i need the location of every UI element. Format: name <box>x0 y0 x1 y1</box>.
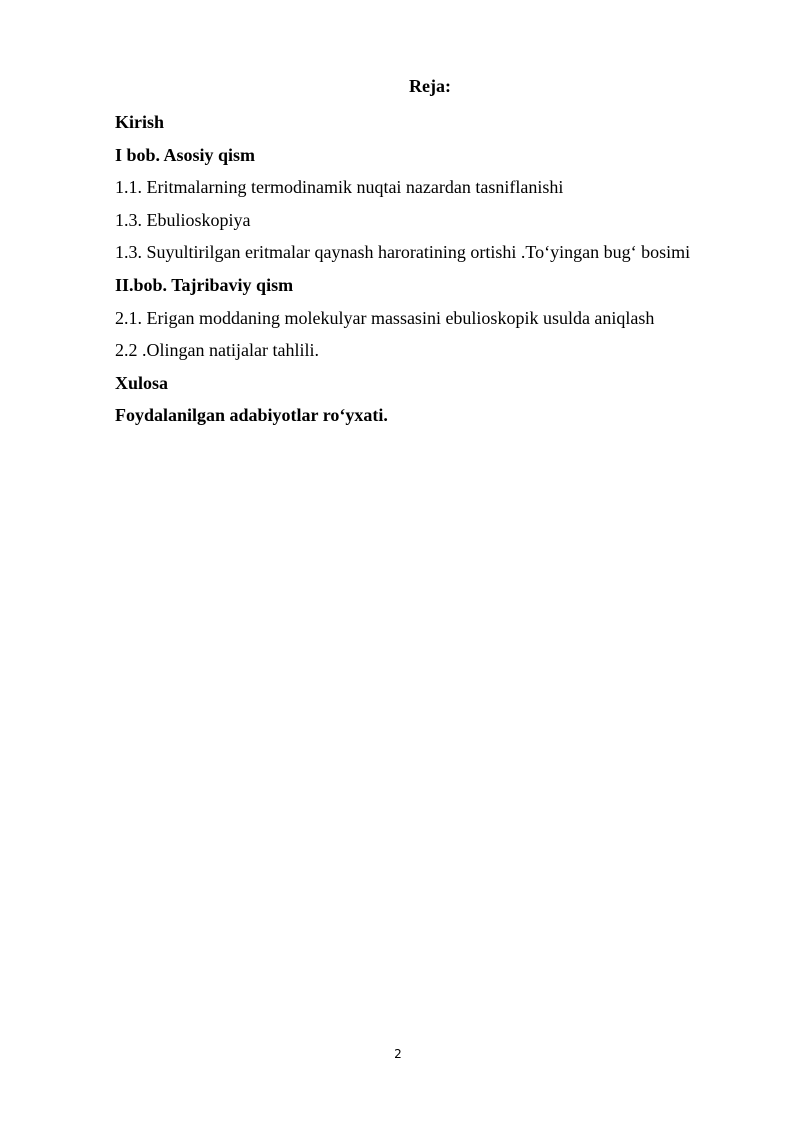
toc-item-xulosa: Xulosa <box>115 372 169 393</box>
toc-item-kirish: Kirish <box>115 112 165 132</box>
toc-item-1-3-suyultirilgan: 1.3. Suyultirilgan eritmalar qaynash haroratining ortishi .To‘yingan bug‘ bosimi <box>115 242 691 263</box>
toc-item-references: Foydalanilgan adabiyotlar ro‘yxati. <box>115 405 388 426</box>
page-title: Reja: <box>409 76 451 96</box>
toc-item-1-3-ebulioskopiya: 1.3. Ebulioskopiya <box>115 209 251 230</box>
toc-item-chapter-2: II.bob. Tajribaviy qism <box>115 274 294 295</box>
table-of-contents <box>115 106 765 432</box>
page-number: 2 <box>394 1047 402 1061</box>
toc-item-2-1: 2.1. Erigan moddaning molekulyar massasini ebulioskopik usulda aniqlash <box>115 307 655 328</box>
toc-item-chapter-1: I bob. Asosiy qism <box>115 144 256 165</box>
toc-item-1-1: 1.1. Eritmalarning termodinamik nuqtai nazardan tasniflanishi <box>115 177 564 198</box>
toc-item-2-2: 2.2 .Olingan natijalar tahlili. <box>115 340 319 361</box>
